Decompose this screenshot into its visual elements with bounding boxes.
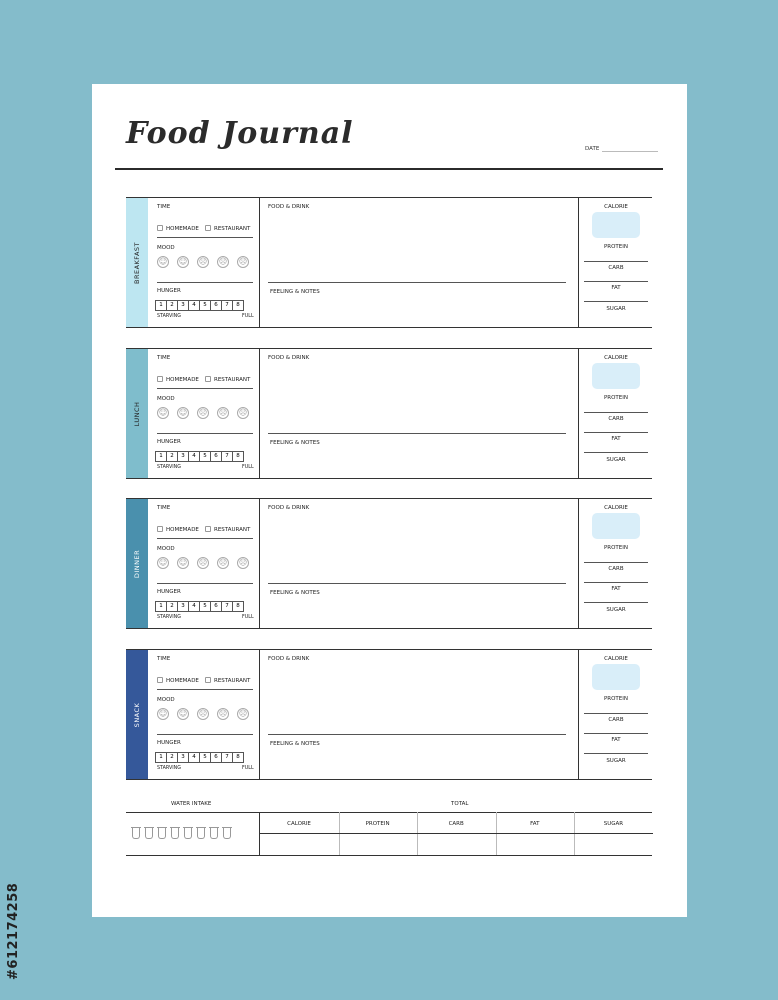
divider bbox=[157, 583, 253, 584]
fat-label: FAT bbox=[611, 436, 621, 442]
divider bbox=[157, 433, 253, 434]
mood-face-icon[interactable]: ☺ bbox=[178, 709, 188, 718]
feeling-notes-field[interactable] bbox=[268, 749, 566, 775]
mood-face-icon[interactable]: ☺ bbox=[178, 408, 188, 417]
starving-label: STARVING bbox=[157, 465, 181, 470]
full-label: FULL bbox=[242, 766, 254, 771]
total-value-field[interactable] bbox=[339, 834, 417, 855]
water-cup-icon[interactable] bbox=[145, 828, 153, 839]
hunger-label: HUNGER bbox=[157, 288, 181, 294]
calorie-label: CALORIE bbox=[604, 355, 628, 361]
restaurant-checkbox[interactable] bbox=[205, 225, 211, 231]
hunger-cell[interactable]: 8 bbox=[232, 752, 244, 763]
meal-tab bbox=[126, 198, 148, 327]
meal-notes bbox=[259, 349, 578, 478]
protein-field[interactable] bbox=[584, 562, 648, 563]
page-title: Food Journal bbox=[126, 116, 354, 151]
hunger-cell[interactable]: 6 bbox=[210, 752, 222, 763]
hunger-cell[interactable]: 4 bbox=[188, 601, 200, 612]
calorie-field[interactable] bbox=[592, 363, 640, 389]
carb-label: CARB bbox=[608, 265, 624, 271]
mood-face-icon[interactable]: ☹ bbox=[198, 408, 208, 417]
mood-face-icon[interactable]: ☺ bbox=[178, 257, 188, 266]
meal-details bbox=[148, 198, 260, 327]
homemade-label: HOMEMADE bbox=[166, 527, 199, 533]
carb-field[interactable] bbox=[584, 432, 648, 433]
divider bbox=[268, 282, 566, 283]
time-label: TIME bbox=[157, 505, 171, 511]
protein-field[interactable] bbox=[584, 261, 648, 262]
mood-face-icon[interactable]: ☺ bbox=[158, 257, 168, 266]
meal-name: LUNCH bbox=[133, 401, 141, 426]
hunger-cell[interactable]: 2 bbox=[166, 451, 178, 462]
hunger-cell[interactable]: 4 bbox=[188, 451, 200, 462]
fat-field[interactable] bbox=[584, 301, 648, 302]
water-cup-icon[interactable] bbox=[210, 828, 218, 839]
mood-faces bbox=[157, 557, 249, 569]
hunger-cell[interactable]: 8 bbox=[232, 300, 244, 311]
bottom-summary bbox=[126, 794, 652, 874]
sugar-label: SUGAR bbox=[606, 306, 626, 312]
hunger-cell[interactable]: 7 bbox=[221, 300, 233, 311]
hunger-cell[interactable]: 5 bbox=[199, 601, 211, 612]
total-value-field[interactable] bbox=[260, 834, 338, 855]
divider bbox=[157, 282, 253, 283]
date-field[interactable] bbox=[602, 151, 658, 152]
meal-notes bbox=[259, 650, 578, 779]
restaurant-label: RESTAURANT bbox=[214, 377, 251, 383]
hunger-cell[interactable]: 2 bbox=[166, 300, 178, 311]
protein-field[interactable] bbox=[584, 412, 648, 413]
carb-field[interactable] bbox=[584, 582, 648, 583]
hunger-cell[interactable]: 2 bbox=[166, 601, 178, 612]
fat-label: FAT bbox=[611, 285, 621, 291]
hunger-scale bbox=[156, 451, 244, 462]
hunger-cell[interactable]: 8 bbox=[232, 601, 244, 612]
hunger-cell[interactable]: 5 bbox=[199, 300, 211, 311]
protein-field[interactable] bbox=[584, 713, 648, 714]
hunger-cell[interactable]: 7 bbox=[221, 451, 233, 462]
total-col-label: SUGAR bbox=[603, 821, 624, 827]
meal-details bbox=[148, 349, 260, 478]
restaurant-label: RESTAURANT bbox=[214, 527, 251, 533]
protein-label: PROTEIN bbox=[603, 395, 629, 401]
food-drink-field[interactable] bbox=[268, 212, 566, 280]
mood-face-icon[interactable]: ☺ bbox=[158, 558, 168, 567]
full-label: FULL bbox=[242, 465, 254, 470]
time-label: TIME bbox=[157, 204, 171, 210]
mood-faces bbox=[157, 407, 249, 419]
bottom-bottom-rule bbox=[126, 855, 652, 856]
nutrition-column bbox=[578, 499, 653, 628]
hunger-cell[interactable]: 3 bbox=[177, 752, 189, 763]
full-label: FULL bbox=[242, 615, 254, 620]
food-drink-label: FOOD & DRINK bbox=[268, 656, 310, 662]
fat-label: FAT bbox=[611, 737, 621, 743]
calorie-label: CALORIE bbox=[604, 656, 628, 662]
mood-face-icon[interactable]: ☹ bbox=[238, 709, 248, 718]
restaurant-label: RESTAURANT bbox=[214, 678, 251, 684]
meal-notes bbox=[259, 198, 578, 327]
mood-face-icon[interactable]: ☺ bbox=[158, 709, 168, 718]
mood-face-icon[interactable]: ☹ bbox=[198, 709, 208, 718]
fat-label: FAT bbox=[611, 586, 621, 592]
meal-name: SNACK bbox=[133, 702, 141, 727]
divider bbox=[157, 734, 253, 735]
time-field[interactable] bbox=[157, 667, 253, 668]
meal-details bbox=[148, 499, 260, 628]
restaurant-label: RESTAURANT bbox=[214, 226, 251, 232]
meal-tab bbox=[126, 499, 148, 628]
homemade-label: HOMEMADE bbox=[166, 226, 199, 232]
hunger-scale bbox=[156, 300, 244, 311]
hunger-cell[interactable]: 1 bbox=[155, 451, 167, 462]
divider bbox=[268, 734, 566, 735]
sugar-label: SUGAR bbox=[606, 607, 626, 613]
hunger-cell[interactable]: 1 bbox=[155, 601, 167, 612]
protein-label: PROTEIN bbox=[603, 696, 629, 702]
full-label: FULL bbox=[242, 314, 254, 319]
divider bbox=[157, 538, 253, 539]
time-field[interactable] bbox=[157, 366, 253, 367]
hunger-cell[interactable]: 6 bbox=[210, 300, 222, 311]
carb-label: CARB bbox=[608, 717, 624, 723]
mood-face-icon[interactable]: ☹ bbox=[218, 558, 228, 567]
water-cup-icon[interactable] bbox=[223, 828, 231, 839]
carb-field[interactable] bbox=[584, 733, 648, 734]
mood-label: MOOD bbox=[157, 546, 175, 552]
meal-name: BREAKFAST bbox=[133, 241, 141, 284]
calorie-field[interactable] bbox=[592, 212, 640, 238]
hunger-scale bbox=[156, 601, 244, 612]
total-value-field[interactable] bbox=[574, 834, 652, 855]
meal-notes bbox=[259, 499, 578, 628]
hunger-cell[interactable]: 7 bbox=[221, 601, 233, 612]
water-cup-icon[interactable] bbox=[158, 828, 166, 839]
carb-field[interactable] bbox=[584, 281, 648, 282]
hunger-label: HUNGER bbox=[157, 740, 181, 746]
sugar-label: SUGAR bbox=[606, 758, 626, 764]
feeling-notes-field[interactable] bbox=[268, 448, 566, 474]
mood-face-icon[interactable]: ☹ bbox=[198, 257, 208, 266]
divider bbox=[268, 583, 566, 584]
time-field[interactable] bbox=[157, 215, 253, 216]
mood-face-icon[interactable]: ☹ bbox=[238, 408, 248, 417]
total-col-label: CARB bbox=[448, 821, 464, 827]
hunger-cell[interactable]: 6 bbox=[210, 601, 222, 612]
hunger-cell[interactable]: 3 bbox=[177, 601, 189, 612]
nutrition-column bbox=[578, 650, 653, 779]
hunger-label: HUNGER bbox=[157, 439, 181, 445]
carb-label: CARB bbox=[608, 566, 624, 572]
meal-section-breakfast bbox=[126, 197, 652, 328]
mood-face-icon[interactable]: ☹ bbox=[218, 709, 228, 718]
time-field[interactable] bbox=[157, 516, 253, 517]
feeling-notes-field[interactable] bbox=[268, 598, 566, 624]
total-col-label: PROTEIN bbox=[365, 821, 390, 827]
hunger-cell[interactable]: 3 bbox=[177, 451, 189, 462]
divider bbox=[157, 237, 253, 238]
mood-faces bbox=[157, 708, 249, 720]
feeling-notes-field[interactable] bbox=[268, 297, 566, 323]
mood-face-icon[interactable]: ☹ bbox=[238, 257, 248, 266]
food-drink-label: FOOD & DRINK bbox=[268, 505, 310, 511]
hunger-label: HUNGER bbox=[157, 589, 181, 595]
homemade-checkbox[interactable] bbox=[157, 526, 163, 532]
meal-tab bbox=[126, 650, 148, 779]
water-cup-icon[interactable] bbox=[184, 828, 192, 839]
hunger-cell[interactable]: 6 bbox=[210, 451, 222, 462]
hunger-cell[interactable]: 1 bbox=[155, 752, 167, 763]
meal-details bbox=[148, 650, 260, 779]
calorie-label: CALORIE bbox=[604, 505, 628, 511]
mood-face-icon[interactable]: ☺ bbox=[178, 558, 188, 567]
hunger-cell[interactable]: 1 bbox=[155, 300, 167, 311]
food-drink-label: FOOD & DRINK bbox=[268, 204, 310, 210]
water-cup-icon[interactable] bbox=[171, 828, 179, 839]
protein-label: PROTEIN bbox=[603, 545, 629, 551]
water-cup-icon[interactable] bbox=[197, 828, 205, 839]
mood-face-icon[interactable]: ☹ bbox=[218, 408, 228, 417]
fat-field[interactable] bbox=[584, 452, 648, 453]
date-label: DATE bbox=[585, 146, 600, 152]
mood-label: MOOD bbox=[157, 245, 175, 251]
mood-face-icon[interactable]: ☹ bbox=[198, 558, 208, 567]
water-intake-label: WATER INTAKE bbox=[171, 801, 212, 807]
hunger-cell[interactable]: 5 bbox=[199, 752, 211, 763]
homemade-checkbox[interactable] bbox=[157, 376, 163, 382]
homemade-label: HOMEMADE bbox=[166, 377, 199, 383]
carb-label: CARB bbox=[608, 416, 624, 422]
total-value-field[interactable] bbox=[417, 834, 495, 855]
calorie-field[interactable] bbox=[592, 664, 640, 690]
hunger-cell[interactable]: 4 bbox=[188, 300, 200, 311]
divider bbox=[157, 689, 253, 690]
calorie-field[interactable] bbox=[592, 513, 640, 539]
feeling-notes-label: FEELING & NOTES bbox=[270, 741, 320, 747]
mood-face-icon[interactable]: ☹ bbox=[238, 558, 248, 567]
restaurant-checkbox[interactable] bbox=[205, 376, 211, 382]
totals-table bbox=[259, 812, 653, 855]
starving-label: STARVING bbox=[157, 766, 181, 771]
total-label: TOTAL bbox=[451, 801, 469, 807]
calorie-label: CALORIE bbox=[604, 204, 628, 210]
meal-section-lunch bbox=[126, 348, 652, 479]
homemade-checkbox[interactable] bbox=[157, 225, 163, 231]
journal-page bbox=[92, 84, 687, 917]
meal-name: DINNER bbox=[133, 549, 141, 578]
watermark-id: #612174258 bbox=[6, 882, 21, 980]
homemade-checkbox[interactable] bbox=[157, 677, 163, 683]
total-value-field[interactable] bbox=[496, 834, 574, 855]
starving-label: STARVING bbox=[157, 314, 181, 319]
mood-label: MOOD bbox=[157, 396, 175, 402]
mood-faces bbox=[157, 256, 249, 268]
divider bbox=[268, 433, 566, 434]
feeling-notes-label: FEELING & NOTES bbox=[270, 590, 320, 596]
food-drink-field[interactable] bbox=[268, 513, 566, 581]
hunger-cell[interactable]: 8 bbox=[232, 451, 244, 462]
title-divider bbox=[115, 168, 663, 170]
meal-section-snack bbox=[126, 649, 652, 780]
mood-face-icon[interactable]: ☺ bbox=[158, 408, 168, 417]
water-cup-icon[interactable] bbox=[132, 828, 140, 839]
feeling-notes-label: FEELING & NOTES bbox=[270, 289, 320, 295]
hunger-cell[interactable]: 7 bbox=[221, 752, 233, 763]
fat-field[interactable] bbox=[584, 753, 648, 754]
food-drink-field[interactable] bbox=[268, 664, 566, 732]
mood-label: MOOD bbox=[157, 697, 175, 703]
hunger-cell[interactable]: 3 bbox=[177, 300, 189, 311]
totals-mid-rule bbox=[260, 833, 653, 834]
time-label: TIME bbox=[157, 355, 171, 361]
nutrition-column bbox=[578, 349, 653, 478]
mood-face-icon[interactable]: ☹ bbox=[218, 257, 228, 266]
food-drink-field[interactable] bbox=[268, 363, 566, 431]
hunger-cell[interactable]: 5 bbox=[199, 451, 211, 462]
meal-section-dinner bbox=[126, 498, 652, 629]
hunger-cell[interactable]: 2 bbox=[166, 752, 178, 763]
fat-field[interactable] bbox=[584, 602, 648, 603]
food-drink-label: FOOD & DRINK bbox=[268, 355, 310, 361]
water-cups bbox=[132, 828, 231, 839]
hunger-scale bbox=[156, 752, 244, 763]
total-col-label: CALORIE bbox=[287, 821, 311, 827]
restaurant-checkbox[interactable] bbox=[205, 526, 211, 532]
hunger-cell[interactable]: 4 bbox=[188, 752, 200, 763]
divider bbox=[157, 388, 253, 389]
homemade-label: HOMEMADE bbox=[166, 678, 199, 684]
total-col-label: FAT bbox=[530, 821, 540, 827]
sugar-label: SUGAR bbox=[606, 457, 626, 463]
protein-label: PROTEIN bbox=[603, 244, 629, 250]
meal-tab bbox=[126, 349, 148, 478]
restaurant-checkbox[interactable] bbox=[205, 677, 211, 683]
starving-label: STARVING bbox=[157, 615, 181, 620]
nutrition-column bbox=[578, 198, 653, 327]
time-label: TIME bbox=[157, 656, 171, 662]
feeling-notes-label: FEELING & NOTES bbox=[270, 440, 320, 446]
